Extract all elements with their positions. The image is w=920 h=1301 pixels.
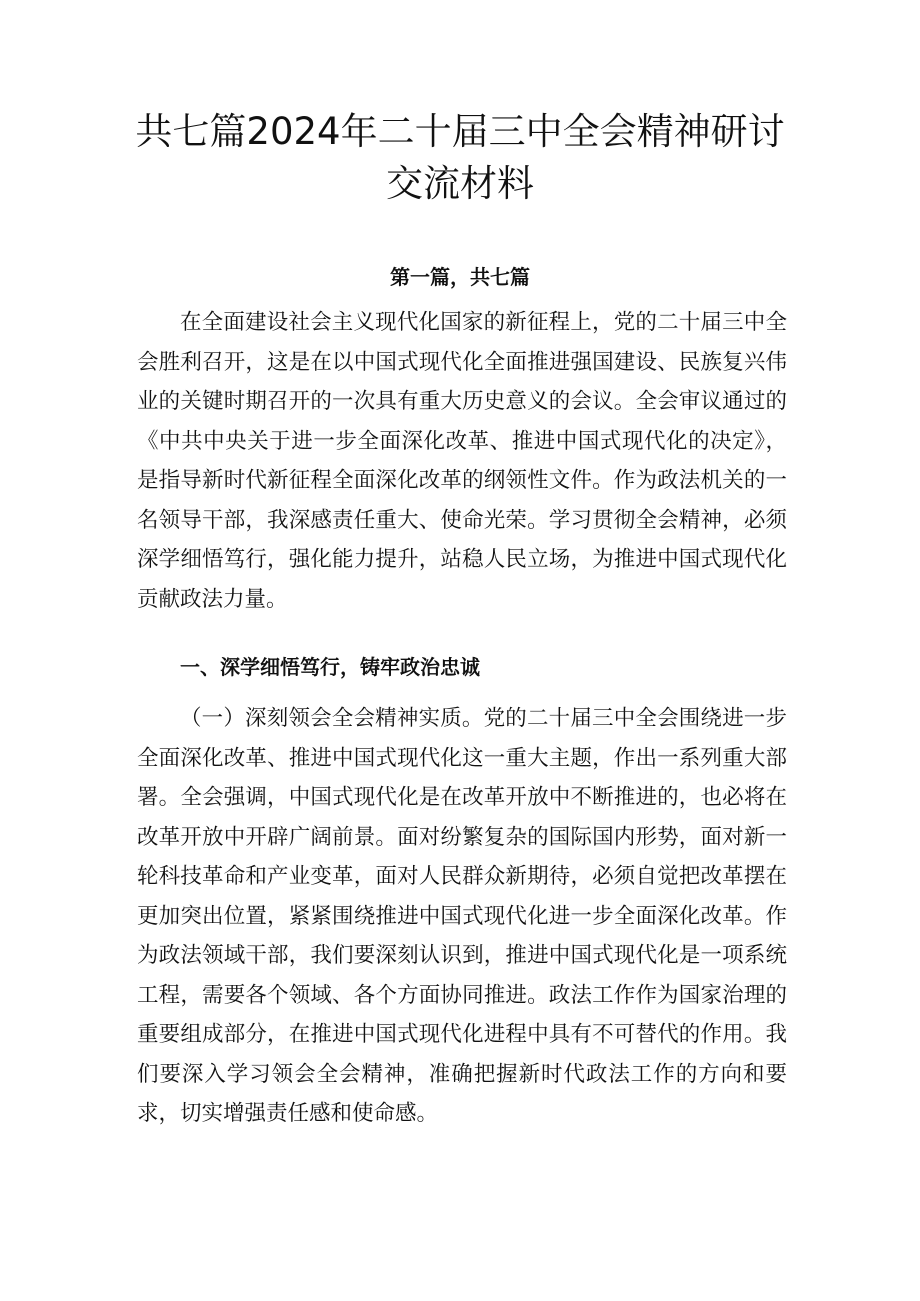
section-title: 第一篇，共七篇	[390, 265, 530, 289]
body-paragraph: 在全面建设社会主义现代化国家的新征程上，党的二十届三中全会胜利召开，这是在以中国式现代化全面推进强国建设、民族复兴伟业的关键时期召开的一次具有重大历史意义的会议。全会审议通过的《中共中央关于进一步全面深化改革、推进中国式现代化的决定》，是指导新时代新征程全面深化改革的纲领性文件。作为政法机关的一名领导干部，我深感责任重大、使命光荣。学习贯彻全会精神，必须深学细悟笃行，强化能力提升，站稳人民立场，为推进中国式现代化贡献政法力量。	[137, 310, 787, 612]
body-paragraph: （一）深刻领会全会精神实质。党的二十届三中全会围绕进一步全面深化改革、推进中国式现代化这一重大主题，作出一系列重大部署。全会强调，中国式现代化是在改革开放中不断推进的，也必将在改革开放中开辟广阔前景。面对纷繁复杂的国际国内形势，面对新一轮科技革命和产业变革，面对人民群众新期待，必须自觉把改革摆在更加突出位置，紧紧围绕推进中国式现代化进一步全面深化改革。作为政法领域干部，我们要深刻认识到，推进中国式现代化是一项系统工程，需要各个领域、各个方面协同推进。政法工作作为国家治理的重要组成部分，在推进中国式现代化进程中具有不可替代的作用。我们要深入学习领会全会精神，准确把握新时代政法工作的方向和要求，切实增强责任感和使命感。	[137, 706, 787, 1126]
section-heading: 一、深学细悟笃行，铸牢政治忠诚	[180, 655, 480, 679]
document-title: 共七篇2024年二十届三中全会精神研讨交流材料	[135, 110, 785, 205]
